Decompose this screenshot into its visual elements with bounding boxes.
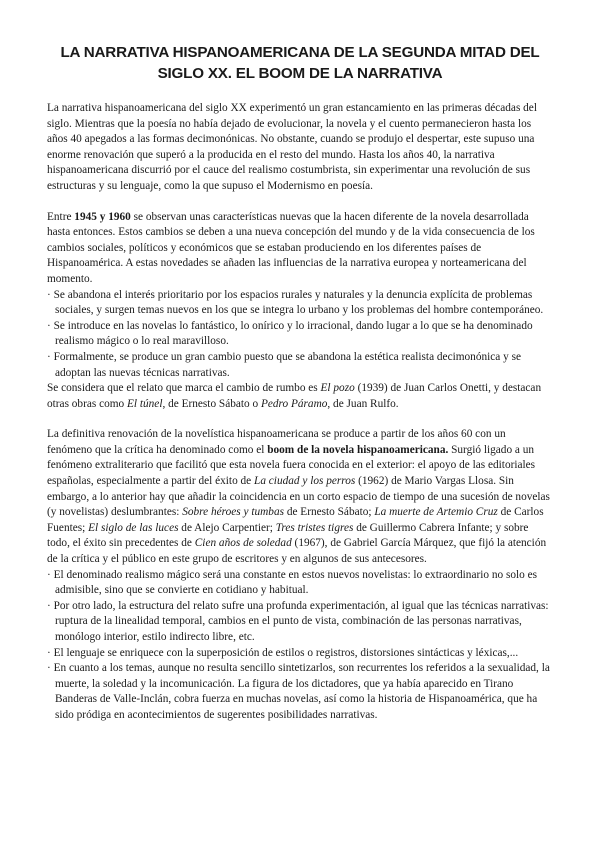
list-item: · El denominado realismo mágico será una constante en estos nuevos novelistas: lo extraordinario no solo es admisible, sino que se convierte en cotidiano y habitual.: [47, 568, 538, 597]
italic-span: El pozo: [320, 382, 355, 395]
paragraph-gap: [47, 195, 553, 210]
italic-span: Pedro Páramo: [260, 397, 328, 410]
text-span: La definitiva renovación de la novelística hispanoamericana se produce a partir de los años 60 con un fenómeno que la crítica ha denominado como el: [47, 428, 506, 456]
text-span: , de Juan Rulfo.: [327, 397, 399, 410]
italic-span: El túnel: [127, 397, 163, 410]
italic-span: Sobre héroes y tumbas: [182, 506, 284, 519]
bold-span: boom de la novela hispanoamericana.: [267, 443, 449, 456]
document-title: LA NARRATIVA HISPANOAMERICANA DE LA SEGUNDA MITAD DEL SIGLO XX. EL BOOM DE LA NARRATIVA: [60, 44, 540, 82]
text-span: (1962) de Mario Vargas Llosa. Sin embargo, a lo anterior hay que añadir la coincidencia en un corto espacio de tiempo de una sucesión de novelas (y novelistas) deslumbrantes:: [47, 475, 550, 519]
list-item: · El lenguaje se enriquece con la superposición de estilos o registros, distorsiones sintácticas y léxicas,...: [47, 646, 519, 659]
italic-span: El siglo de las luces: [88, 521, 179, 534]
list-item: · Se introduce en las novelas lo fantástico, lo onírico y lo irracional, dando lugar a lo que se ha denominado realismo mágico o lo real maravilloso.: [47, 319, 533, 348]
italic-span: La muerte de Artemio Cruz: [374, 506, 498, 519]
text-span: (1939) de Juan Carlos Onetti, y destacan otras obras como: [47, 382, 542, 410]
text-span: (1967), de Gabriel García Márquez, que fijó la atención de la crítica y el público en este grupo de escritores y en algunos de sus antecesores.: [47, 537, 547, 566]
text-span: Surgió ligado a un fenómeno extraliterario que facilitó que esta novela fuera conocida en el exterior: el apoyo de las editoriales españolas, especialmente a partir del éxito de: [47, 443, 536, 488]
paragraph-1945-1960: [47, 210, 553, 288]
text-span: de Ernesto Sábato;: [284, 506, 375, 519]
text-span: , de Ernesto Sábato o: [162, 397, 261, 410]
list-item: · Por otro lado, la estructura del relato sufre una profunda experimentación, al igual que las técnicas narrativas: ruptura de la linealidad temporal, cambios en el punto de vista, combinación de las personas narrativas, monólogo interior, estilo indirecto libre, etc.: [47, 599, 549, 643]
italic-span: La ciudad y los perros: [254, 475, 356, 488]
list-item: · En cuanto a los temas, aunque no resulta sencillo sintetizarlos, son recurrentes los referidos a la sexualidad, la muerte, la soledad y la incomunicación. La figura de los dictadores, que ya había aparecido en Tirano Banderas de Valle-Inclán, cobra fuerza en muchas novelas, así como la historia de Hispanoamérica, que ha sido pródiga en acontecimientos de sugerentes posibilidades narrativas.: [47, 662, 550, 721]
paragraph-gap: [47, 412, 553, 427]
bold-span: 1945 y 1960: [74, 210, 131, 223]
text-span: Se considera que el relato que marca el cambio de rumbo es: [47, 382, 321, 395]
text-span: de Carlos Fuentes;: [47, 506, 544, 534]
paragraph-boom: [47, 427, 553, 567]
paragraph-closing: [47, 381, 553, 412]
document-page: [47, 42, 553, 724]
text-span: se observan unas características nuevas que la hacen diferente de la novela desarrollada hasta entonces. Estos cambios se deben a una nueva concepción del mundo y de la vida consecuencia de los cambios sociales, políticos y económicos que se estaban produciendo en los diferentes países de Hispanoamérica. A estas novedades se añaden las influencias de la narrativa europea y norteamericana del momento.: [47, 210, 535, 285]
list-item: · Formalmente, se produce un gran cambio puesto que se abandona la estética realista decimonónica y se adoptan las nuevas técnicas narrativas.: [47, 350, 521, 379]
text-span: Entre: [47, 210, 75, 223]
italic-span: Tres tristes tigres: [275, 521, 354, 534]
italic-span: Cien años de soledad: [194, 537, 292, 550]
list-item: · Se abandona el interés prioritario por los espacios rurales y naturales y la denuncia explícita de problemas sociales, y surgen temas nuevos en los que se integra lo urbano y los problemas del hombre contemporáneo.: [47, 288, 544, 317]
text-span: de Alejo Carpentier;: [178, 521, 276, 534]
paragraph-intro: La narrativa hispanoamericana del siglo XX experimentó un gran estancamiento en las primeras décadas del siglo. Mientras que la poesía no había dejado de evolucionar, la novela y el cuento permanecieron hasta los años 40 apegados a las formas decimonónicas. No obstante, cuando se produjo el despertar, este supuso una enorme renovación que superó a la producida en el resto del mundo. Hasta los años 40, la narrativa hispanoamericana discurrió por el cauce del realismo costumbrista, sin experimentar una revolución de sus estructuras y su lenguaje, como la que supuso el Modernismo en poesía.: [47, 102, 537, 192]
text-span: de Guillermo Cabrera Infante; y sobre todo, el éxito sin precedentes de: [47, 521, 529, 550]
